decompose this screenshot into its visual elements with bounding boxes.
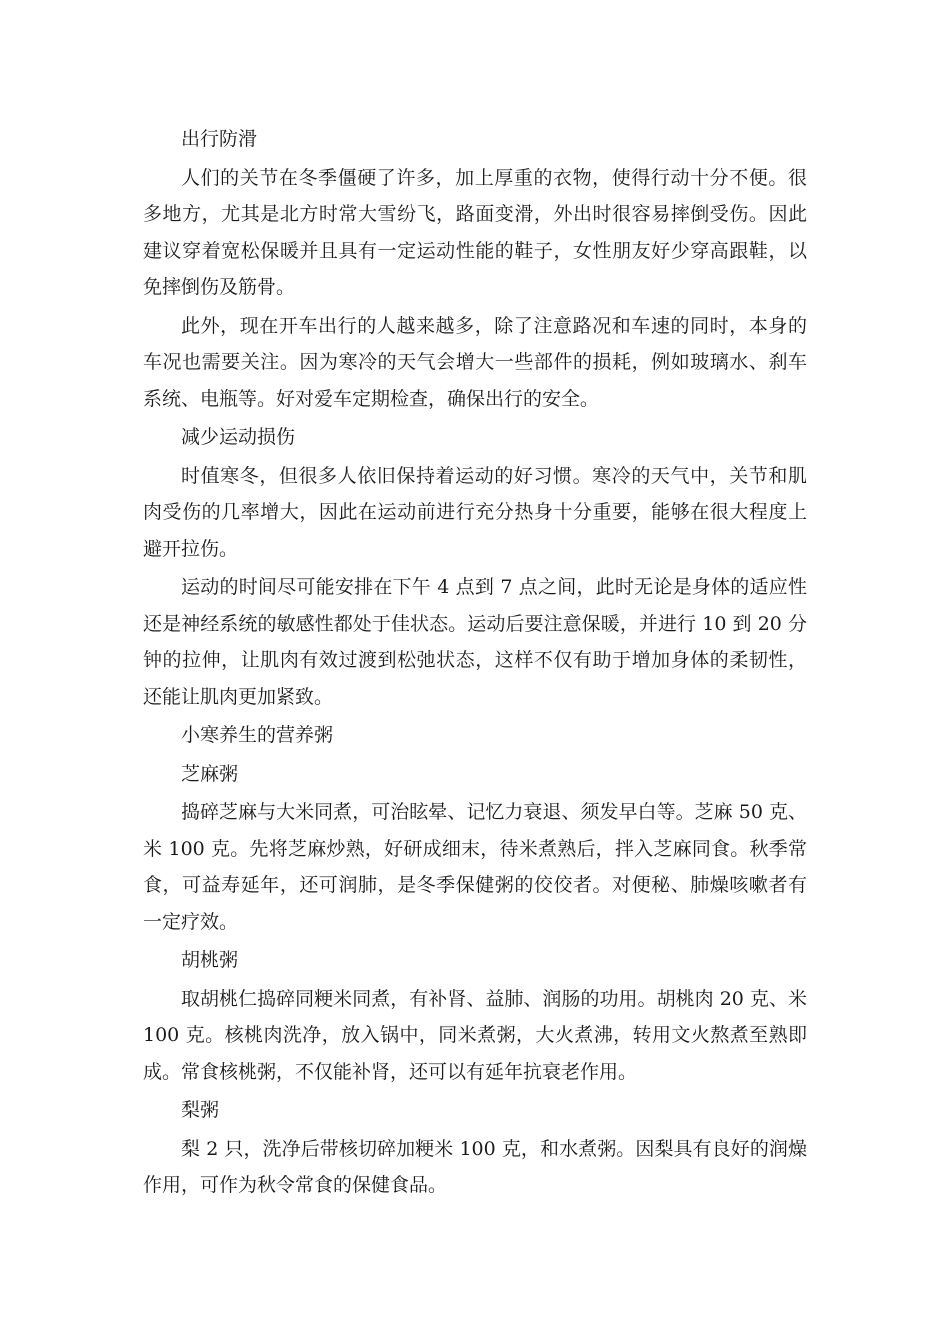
subheading-pear-porridge: 梨粥	[181, 1099, 220, 1121]
paragraph-exercise-time: 运动的时间尽可能安排在下午 4 点到 7 点之间，此时无论是身体的适应性还是神经系统的敏感性都处于佳状态。运动后要注意保暖，并进行 10 到 20 分钟的拉伸，让肌肉有效过渡到松弛状态，这样不仅有助于增加身体的柔韧性，还能让肌肉更加紧致。	[143, 576, 807, 708]
subheading-walnut-porridge: 胡桃粥	[181, 949, 239, 971]
paragraph-sesame-porridge: 捣碎芝麻与大米同煮，可治眩晕、记忆力衰退、须发早白等。芝麻 50 克、米 100 克。先将芝麻炒熟，好研成细末，待米煮熟后，拌入芝麻同食。秋季常食，可益寿延年，还可润肺，是冬季保健粥的佼佼者。对便秘、肺燥咳嗽者有一定疗效。	[143, 801, 807, 933]
paragraph-car-check: 此外，现在开车出行的人越来越多，除了注意路况和车速的同时，本身的车况也需要关注。因为寒冷的天气会增大一些部件的损耗，例如玻璃水、刹车系统、电瓶等。好对爱车定期检查，确保出行的安全。	[143, 314, 807, 410]
paragraph-warm-up: 时值寒冬，但很多人依旧保持着运动的好习惯。寒冷的天气中，关节和肌肉受伤的几率增大，因此在运动前进行充分热身十分重要，能够在很大程度上避开拉伤。	[143, 464, 807, 560]
section-heading-nutrition-porridge: 小寒养生的营养粥	[181, 724, 334, 746]
paragraph-walnut-porridge: 取胡桃仁捣碎同粳米同煮，有补肾、益肺、润肠的功用。胡桃肉 20 克、米 100 克。核桃肉洗净，放入锅中，同米煮粥，大火煮沸，转用文火熬煮至熟即成。常食核桃粥，不仅能补肾，还可以有延年抗衰老作用。	[143, 987, 807, 1083]
paragraph-pear-porridge: 梨 2 只，洗净后带核切碎加粳米 100 克，和水煮粥。因梨具有良好的润燥作用，可作为秋令常食的保健食品。	[143, 1137, 807, 1196]
section-heading-travel-safety: 出行防滑	[181, 128, 258, 150]
section-heading-sports-injury: 减少运动损伤	[181, 426, 296, 448]
document-body	[143, 121, 807, 1206]
subheading-sesame-porridge: 芝麻粥	[181, 762, 239, 785]
paragraph-joints-clothing: 人们的关节在冬季僵硬了许多，加上厚重的衣物，使得行动十分不便。很多地方，尤其是北方时常大雪纷飞，路面变滑，外出时很容易摔倒受伤。因此建议穿着宽松保暖并且具有一定运动性能的鞋子，女性朋友好少穿高跟鞋，以免摔倒伤及筋骨。	[143, 166, 807, 298]
